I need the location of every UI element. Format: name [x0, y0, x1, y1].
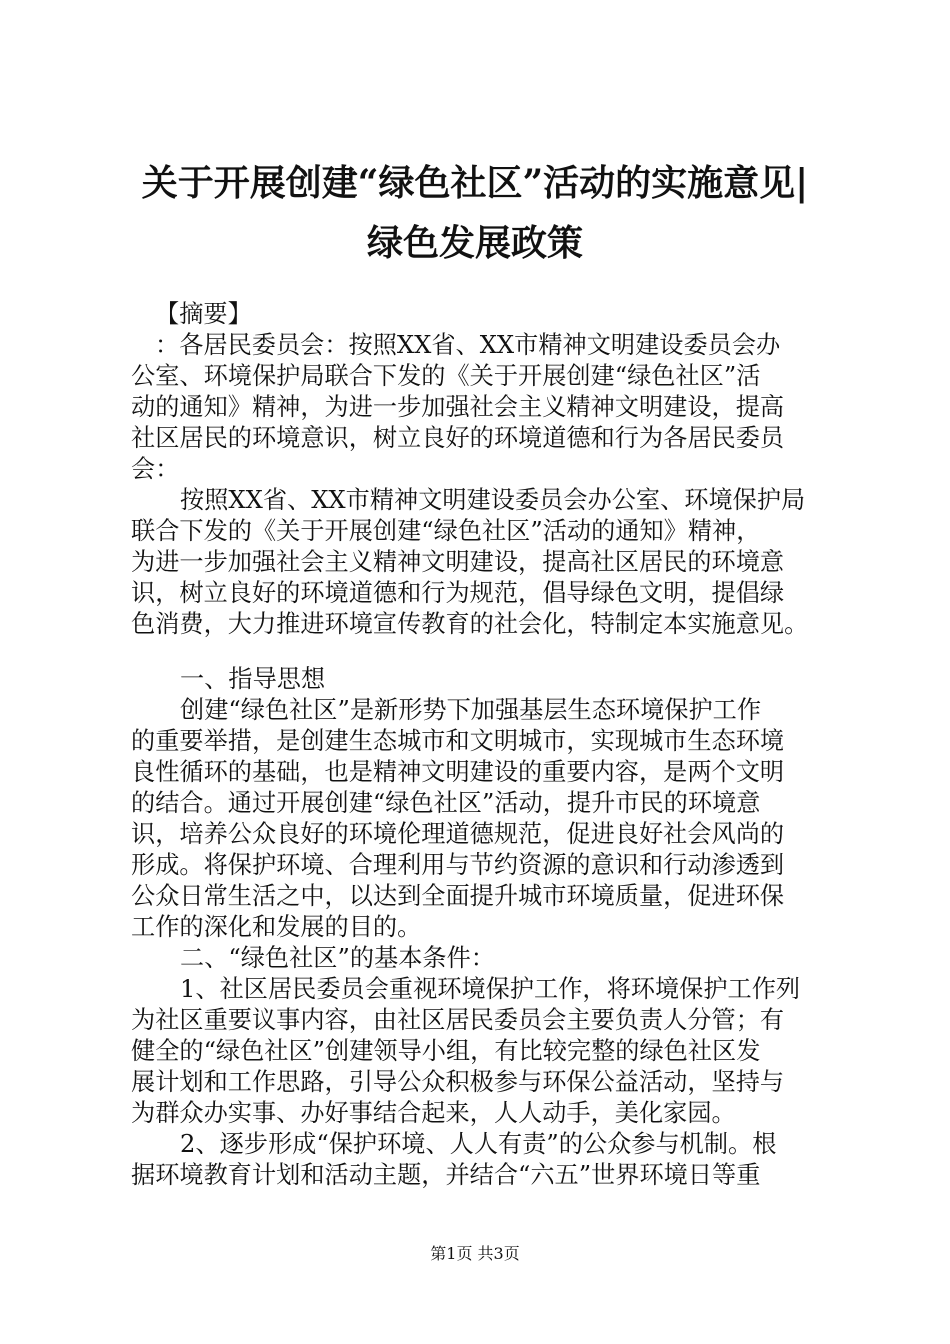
text-line: 健全的“绿色社区”创建领导小组，有比较完整的绿色社区发	[131, 1037, 761, 1065]
text-line: 工作的深化和发展的目的。	[131, 913, 422, 941]
text-line: 为社区重要议事内容，由社区居民委员会主要负责人分管；有	[131, 1006, 785, 1034]
text-line: 的重要举措，是创建生态城市和文明城市，实现城市生态环境	[131, 727, 785, 755]
text-line: 创建“绿色社区”是新形势下加强基层生态环境保护工作	[180, 696, 762, 724]
text-line: 公室、环境保护局联合下发的《关于开展创建“绿色社区”活	[131, 362, 761, 390]
text-line: 良性循环的基础，也是精神文明建设的重要内容，是两个文明	[131, 758, 785, 786]
title-line-2: 绿色发展政策	[366, 222, 583, 264]
text-line: 为群众办实事、办好事结合起来，人人动手，美化家园。	[131, 1099, 736, 1127]
text-line: 识，树立良好的环境道德和行为规范，倡导绿色文明，提倡绿	[131, 579, 785, 607]
text-line: 形成。将保护环境、合理利用与节约资源的意识和行动渗透到	[131, 851, 785, 879]
section-heading: 二、“绿色社区”的基本条件：	[180, 944, 495, 972]
text-line: 会：	[131, 455, 180, 483]
text-line: 动的通知》精神，为进一步加强社会主义精神文明建设，提高	[131, 393, 785, 421]
text-line: 公众日常生活之中，以达到全面提升城市环境质量，促进环保	[131, 882, 785, 910]
text-line: 的结合。通过开展创建“绿色社区”活动，提升市民的环境意	[131, 789, 761, 817]
title-line-1: 关于开展创建“绿色社区”活动的实施意见|	[141, 162, 809, 204]
section-heading: 一、指导思想	[180, 665, 326, 693]
text-line: 为进一步加强社会主义精神文明建设，提高社区居民的环境意	[131, 548, 785, 576]
text-line: ：各居民委员会：按照XX省、XX市精神文明建设委员会办	[155, 331, 781, 359]
text-line: 按照XX省、XX市精神文明建设委员会办公室、环境保护局	[180, 486, 806, 514]
text-line: 2、逐步形成“保护环境、人人有责”的公众参与机制。根	[180, 1130, 777, 1158]
text-line: 社区居民的环境意识，树立良好的环境道德和行为各居民委员	[131, 424, 785, 452]
text-line: 色消费，大力推进环境宣传教育的社会化，特制定本实施意见。	[131, 610, 809, 638]
abstract-label: 【摘要】	[155, 300, 252, 328]
text-line: 联合下发的《关于开展创建“绿色社区”活动的通知》精神，	[131, 517, 761, 545]
text-line: 1、社区居民委员会重视环境保护工作，将环境保护工作列	[180, 975, 801, 1003]
text-line: 展计划和工作思路，引导公众积极参与环保公益活动，坚持与	[131, 1068, 785, 1096]
text-line: 识，培养公众良好的环境伦理道德规范，促进良好社会风尚的	[131, 820, 785, 848]
text-line: 据环境教育计划和活动主题，并结合“六五”世界环境日等重	[131, 1161, 761, 1189]
page-footer: 第1页 共3页	[430, 1244, 520, 1263]
